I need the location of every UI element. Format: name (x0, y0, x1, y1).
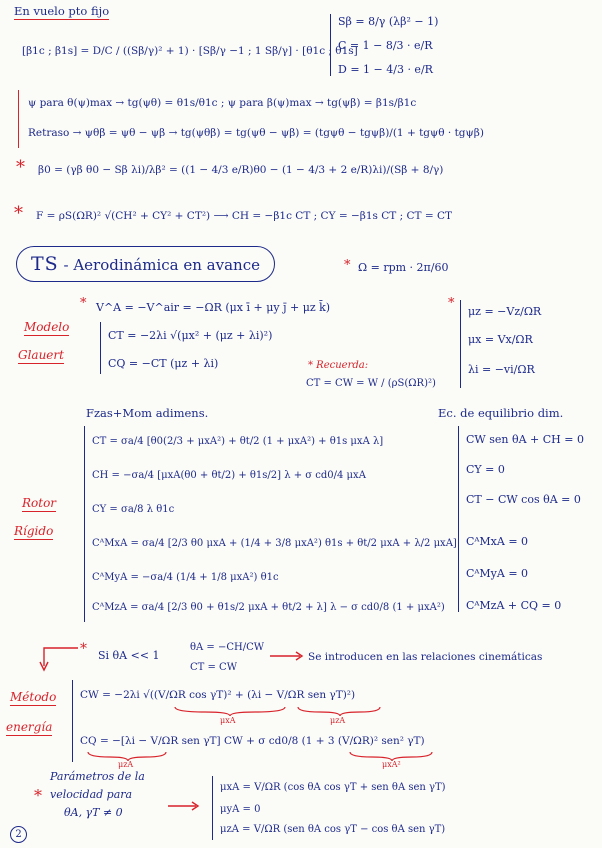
rotor-cmx-equation: CᴬMxA = σa/4 [2/3 θ0 μxA + (1/4 + 3/8 μxA²) θ1s + θt/2 μxA + λ/2 μxA] (92, 538, 457, 549)
equilibrium-4: CᴬMxA = 0 (466, 535, 529, 548)
equilibrium-3: CT − CW cos θA = 0 (466, 493, 581, 506)
equilibrium-heading: Ec. de equilibrio dim. (438, 406, 564, 420)
page-title: En vuelo pto fijo (14, 4, 110, 18)
omega-equation: Ω = rpm · 2π/60 (358, 261, 449, 274)
star-icon: * (14, 203, 23, 224)
recuerda-equation: CT = CW = W / (ρS(ΩR)²) (306, 378, 436, 389)
d-equation: D = 1 − 4/3 · e/R (338, 63, 433, 76)
velocity-label-1: Parámetros de la (50, 770, 145, 783)
rotor-cmy-equation: CᴬMyA = −σa/4 (1/4 + 1/8 μxA²) θ1c (92, 572, 279, 583)
energia-bar (72, 680, 73, 762)
recuerda-label: * Recuerda: (308, 360, 369, 371)
rotor-cmz-equation: CᴬMzA = σa/4 [2/3 θ0 + θ1s/2 μxA + θt/2 + λ] λ − σ cd0/8 (1 + μxA²) (92, 602, 445, 613)
energia-label-1: Método (10, 690, 57, 704)
velocity-label-2: velocidad para (50, 788, 133, 801)
energia-cw-equation: CW = −2λi √((V/ΩR cos γT)² + (λi − V/ΩR sen γT)²) (80, 689, 356, 701)
glauert-label-2: Glauert (18, 348, 64, 362)
page-number: 2 (10, 826, 27, 843)
rotor-ch-equation: CH = −σa/4 [μxA(θ0 + θt/2) + θ1s/2] λ + σ cd0/4 μxA (92, 470, 366, 481)
mu-z-equation: μz = −Vz/ΩR (468, 305, 542, 318)
matrix-equation: [β1c ; β1s] = D/C / ((Sβ/γ)² + 1) · [Sβ/γ −1 ; 1 Sβ/γ] · [θ1c ; θ1s] (22, 45, 358, 57)
star-icon: * (34, 786, 42, 805)
mu-ya-equation: μyA = 0 (220, 804, 261, 815)
kinematic-note: Se introducen en las relaciones cinemáticas (308, 651, 543, 663)
glauert-label-1: Modelo (24, 320, 70, 334)
mu-x-equation: μx = Vx/ΩR (468, 333, 533, 346)
equilibrium-6: CᴬMzA + CQ = 0 (466, 599, 562, 612)
equilibrium-1: CW sen θA + CH = 0 (466, 433, 584, 446)
rotor-heading: Fzas+Mom adimens. (86, 406, 209, 420)
mu-za-equation: μzA = V/ΩR (sen θA cos γT − cos θA sen γT) (220, 824, 446, 835)
energia-label-2: energía (6, 720, 53, 734)
brace-label-1: μxA (220, 716, 236, 725)
velocity-label-3: θA, γT ≠ 0 (64, 806, 123, 819)
small-angle-condition: Si θA << 1 (98, 649, 160, 662)
glauert-cq-equation: CQ = −CT (μz + λi) (108, 357, 219, 370)
brace-label-4: μxA² (382, 760, 401, 769)
rotor-label-1: Rotor (22, 496, 57, 510)
theta-a-equation: θA = −CH/CW (190, 642, 265, 653)
glauert-ct-equation: CT = −2λi √(μx² + (μz + λi)²) (108, 329, 273, 342)
velocity-vector-equation: V^A = −V^air = −ΩR (μx ī + μy j̄ + μz k̄) (96, 301, 331, 314)
rotor-ct-equation: CT = σa/4 [θ0(2/3 + μxA²) + θt/2 (1 + μxA²) + θ1s μxA λ] (92, 436, 384, 447)
section-title-text: - Aerodinámica en avance (63, 256, 260, 274)
mu-xa-equation: μxA = V/ΩR (cos θA cos γT + sen θA sen γT) (220, 782, 446, 793)
rotor-label-2: Rígido (14, 524, 54, 538)
section-title-ts: TS (31, 253, 59, 275)
s-beta-equation: Sβ = 8/γ (λβ² − 1) (338, 15, 439, 28)
brace-label-3: μzA (118, 760, 134, 769)
equilibrium-5: CᴬMyA = 0 (466, 567, 529, 580)
force-equation: F = ρS(ΩR)² √(CH² + CY² + CT²) ⟶ CH = −β1c CT ; CY = −β1s CT ; CT = CT (36, 210, 453, 222)
star-icon: * (80, 641, 87, 657)
brace-label-2: μzA (330, 716, 346, 725)
phase-line-2: Retraso → ψθβ = ψθ − ψβ → tg(ψθβ) = tg(ψθ − ψβ) = (tgψθ − tgψβ)/(1 + tgψθ · tgψβ) (28, 127, 484, 139)
lambda-i-equation: λi = −vi/ΩR (468, 363, 535, 376)
phase-line-1: ψ para θ(ψ)max → tg(ψθ) = θ1s/θ1c ; ψ para β(ψ)max → tg(ψβ) = β1s/β1c (28, 97, 417, 109)
beta0-equation: β0 = (γβ θ0 − Sβ λi)/λβ² = ((1 − 4/3 e/R)θ0 − (1 − 4/3 + 2 e/R)λi)/(Sβ + 8/γ) (38, 164, 444, 176)
equilibrium-2: CY = 0 (466, 463, 505, 476)
energia-cq-equation: CQ = −[λi − V/ΩR sen γT] CW + σ cd0/8 (1 + 3 (V/ΩR)² sen² γT) (80, 735, 425, 747)
rotor-cy-equation: CY = σa/8 λ θ1c (92, 504, 175, 515)
ct-cw-equation: CT = CW (190, 662, 237, 673)
c-equation: C = 1 − 8/3 · e/R (338, 39, 433, 52)
star-icon: * (16, 157, 25, 178)
velocity-bar (212, 776, 213, 840)
